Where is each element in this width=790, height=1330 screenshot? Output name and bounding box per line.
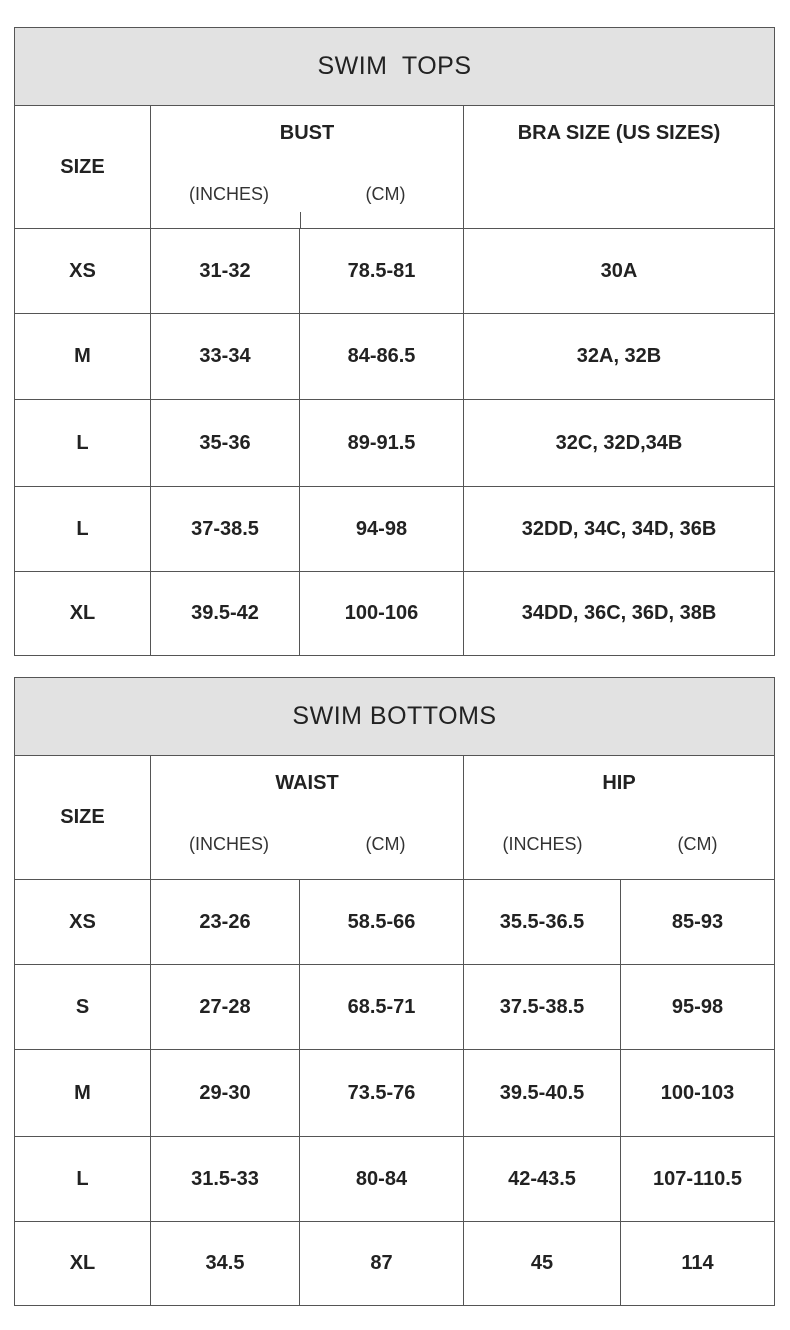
- table-row: [15, 487, 774, 572]
- bra-size-cell: 30A: [600, 259, 638, 282]
- waist-cm-cell: 87: [300, 1222, 464, 1305]
- hip-inches-cell: 35.5-36.5: [464, 880, 621, 964]
- waist-inches-cell: 29-30: [151, 1050, 300, 1136]
- size-header: SIZE: [15, 756, 151, 879]
- table-row: [15, 400, 774, 487]
- waist-inches-cell: 23-26: [151, 880, 300, 964]
- hip-inches-subheader: (INCHES): [502, 834, 583, 854]
- waist-inches-cell: 27-28: [151, 965, 300, 1049]
- size-cell: L: [15, 487, 151, 571]
- waist-cm-cell: 58.5-66: [300, 880, 464, 964]
- bra-size-cell: 32A, 32B: [576, 345, 662, 367]
- waist-cm-subheader: (CM): [365, 834, 406, 854]
- table-row: [15, 1137, 774, 1222]
- bust-header: BUST: [279, 122, 335, 144]
- bra-size-cell: 32DD, 34C, 34D, 36B: [521, 517, 717, 540]
- size-cell: XL: [15, 1222, 151, 1305]
- hip-cm-cell: 107-110.5: [653, 1167, 742, 1190]
- bust-cm-cell: 89-91.5: [300, 400, 464, 486]
- waist-cm-cell: 80-84: [300, 1137, 464, 1221]
- bust-inches-subheader: (INCHES): [189, 184, 269, 204]
- hip-header-group: [464, 756, 774, 879]
- size-cell: XS: [15, 880, 151, 964]
- size-cell: XL: [15, 572, 151, 655]
- size-cell: M: [15, 314, 151, 399]
- waist-header: WAIST: [275, 772, 339, 794]
- table-row: [15, 1222, 774, 1305]
- bust-cm-cell: 94-98: [300, 487, 464, 571]
- hip-inches-cell: 37.5-38.5: [464, 965, 621, 1049]
- size-header: SIZE: [15, 106, 151, 228]
- hip-inches-cell: 39.5-40.5: [464, 1050, 621, 1136]
- bust-inches-cell: 33-34: [151, 314, 300, 399]
- bust-inches-cell: 31-32: [151, 229, 300, 313]
- hip-cm-subheader: (CM): [677, 834, 718, 854]
- table-row: [15, 314, 774, 400]
- swim-tops-title: SWIM TOPS: [15, 28, 774, 106]
- size-cell: XS: [15, 229, 151, 313]
- waist-inches-cell: 31.5-33: [151, 1137, 300, 1221]
- hip-cm-cell: 114: [681, 1252, 714, 1274]
- swim-bottoms-table: [14, 677, 775, 1306]
- swim-bottoms-header: [15, 756, 774, 880]
- hip-inches-cell: 42-43.5: [464, 1137, 621, 1221]
- waist-cm-cell: 68.5-71: [300, 965, 464, 1049]
- swim-bottoms-body: [15, 880, 774, 1305]
- swim-tops-header: [15, 106, 774, 229]
- bust-inches-cell: 39.5-42: [151, 572, 300, 655]
- bust-inches-cell: 35-36: [151, 400, 300, 486]
- bust-header-group: [151, 106, 464, 228]
- swim-bottoms-title: SWIM BOTTOMS: [15, 678, 774, 756]
- size-cell: L: [15, 400, 151, 486]
- size-cell: L: [15, 1137, 151, 1221]
- hip-header: HIP: [602, 772, 636, 794]
- bust-cm-cell: 100-106: [300, 572, 464, 655]
- bra-size-cell: 32C, 32D,34B: [555, 431, 683, 454]
- table-row: [15, 965, 774, 1050]
- hip-cm-cell: 85-93: [671, 910, 724, 933]
- bra-size-header: BRA SIZE (US SIZES): [517, 122, 721, 144]
- table-row: [15, 229, 774, 314]
- swim-tops-table: [14, 27, 775, 656]
- table-row: [15, 880, 774, 965]
- waist-inches-cell: 34.5: [151, 1222, 300, 1305]
- bust-inches-cell: 37-38.5: [151, 487, 300, 571]
- hip-cm-cell: 100-103: [660, 1081, 735, 1104]
- table-row: [15, 1050, 774, 1137]
- bra-size-header-group: [464, 106, 774, 228]
- hip-inches-cell: 45: [464, 1222, 621, 1305]
- waist-inches-subheader: (INCHES): [189, 834, 269, 854]
- size-cell: S: [15, 965, 151, 1049]
- bust-cm-cell: 84-86.5: [300, 314, 464, 399]
- hip-cm-cell: 95-98: [671, 995, 724, 1018]
- swim-tops-body: [15, 229, 774, 655]
- bust-subheader-divider: [300, 212, 301, 228]
- bust-cm-subheader: (CM): [365, 184, 406, 204]
- waist-header-group: [151, 756, 464, 879]
- table-row: [15, 572, 774, 655]
- size-cell: M: [15, 1050, 151, 1136]
- waist-cm-cell: 73.5-76: [300, 1050, 464, 1136]
- bra-size-cell: 34DD, 36C, 36D, 38B: [521, 602, 717, 624]
- bust-cm-cell: 78.5-81: [300, 229, 464, 313]
